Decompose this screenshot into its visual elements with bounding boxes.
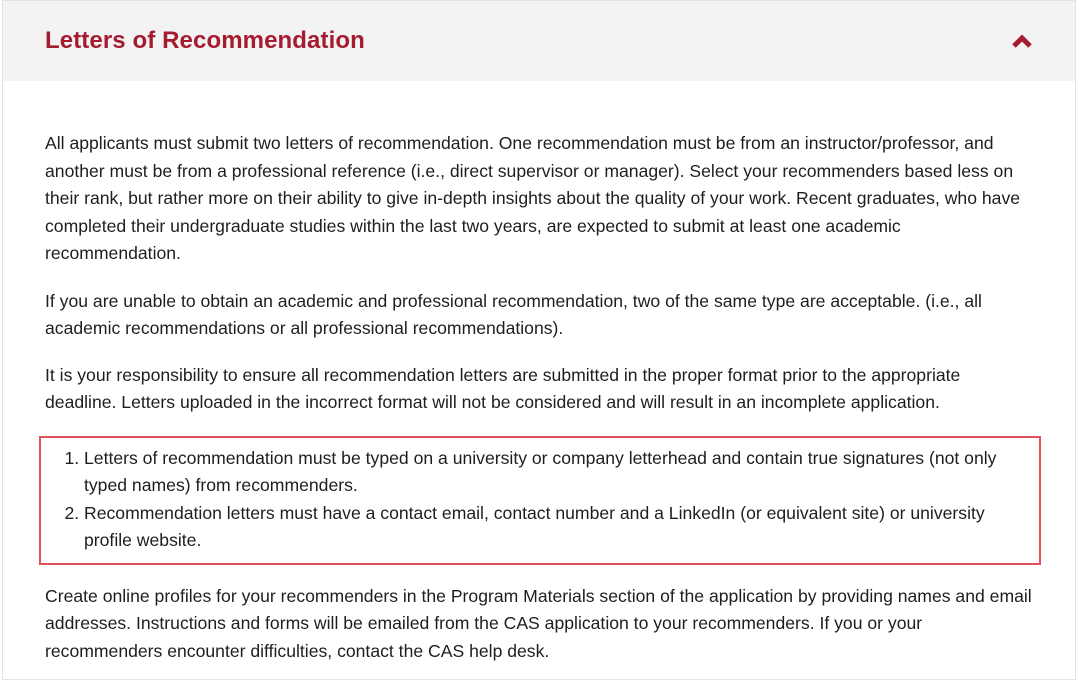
chevron-up-icon[interactable] bbox=[1007, 27, 1037, 55]
requirement-item: 2. Recommendation letters must have a contact email, contact number and a LinkedIn (or equivalent site) or university profile website. bbox=[84, 500, 1021, 555]
accordion-header[interactable] bbox=[3, 1, 1075, 81]
requirements-highlight-box bbox=[39, 436, 1041, 565]
requirement-item: 1. Letters of recommendation must be typed on a university or company letterhead and contain true signatures (not only typed names) from recommenders. bbox=[84, 445, 1021, 500]
closing-paragraph: Create online profiles for your recommenders in the Program Materials section of the application by providing names and email addresses. Instructions and forms will be emailed from the CAS application to your recommenders. If you or your recommenders encounter difficulties, contact the CAS help desk. bbox=[45, 585, 1032, 661]
format-paragraph: It is your responsibility to ensure all recommendation letters are submitted in the proper format prior to the appropriate deadline. Letters uploaded in the incorrect format will not be considered and will result in an incomplete application. bbox=[45, 364, 961, 412]
intro-paragraph: All applicants must submit two letters of recommendation. One recommendation must be from an instructor/professor, and another must be from a professional reference (i.e., direct supervisor or manager). Select your recommenders based less on their rank, but rather more on their ability to give in-depth insights about the quality of your work. Recent graduates, who have completed their undergraduate studies within the last two years, are expected to submit at least one academic recommendation. bbox=[45, 133, 1021, 263]
section-title: Letters of Recommendation bbox=[45, 27, 365, 54]
accordion-body bbox=[45, 130, 1035, 684]
same-type-paragraph: If you are unable to obtain an academic and professional recommendation, two of the same type are acceptable. (i.e., all academic recommendations or all professional recommendations). bbox=[45, 290, 982, 338]
requirements-list bbox=[45, 445, 1021, 555]
accordion-panel bbox=[2, 0, 1076, 680]
